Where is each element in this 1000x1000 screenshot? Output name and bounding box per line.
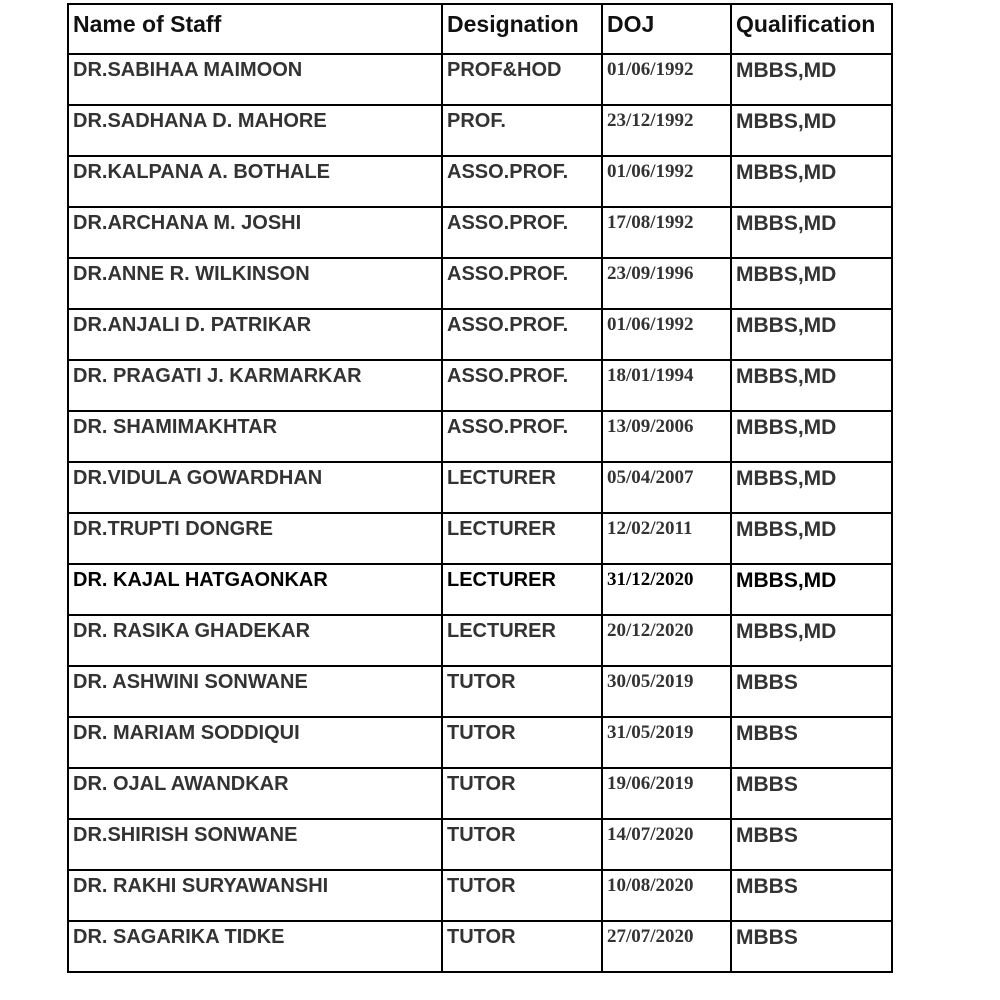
cell-name: DR.SHIRISH SONWANE [68, 819, 442, 870]
cell-designation: LECTURER [442, 462, 602, 513]
header-doj: DOJ [602, 4, 731, 54]
cell-name: DR. RASIKA GHADEKAR [68, 615, 442, 666]
cell-designation: ASSO.PROF. [442, 207, 602, 258]
table-row [68, 870, 892, 921]
cell-designation: PROF. [442, 105, 602, 156]
cell-doj: 13/09/2006 [602, 411, 731, 462]
table-row [68, 717, 892, 768]
header-name: Name of Staff [68, 4, 442, 54]
table-row [68, 411, 892, 462]
cell-designation: TUTOR [442, 819, 602, 870]
table-row [68, 819, 892, 870]
cell-name: DR.ANJALI D. PATRIKAR [68, 309, 442, 360]
cell-name: DR. MARIAM SODDIQUI [68, 717, 442, 768]
cell-doj: 31/12/2020 [602, 564, 731, 615]
cell-name: DR. SAGARIKA TIDKE [68, 921, 442, 972]
cell-qualification: MBBS,MD [731, 156, 892, 207]
cell-qualification: MBBS,MD [731, 360, 892, 411]
cell-doj: 14/07/2020 [602, 819, 731, 870]
table-row [68, 513, 892, 564]
cell-designation: ASSO.PROF. [442, 156, 602, 207]
cell-designation: PROF&HOD [442, 54, 602, 105]
cell-designation: LECTURER [442, 615, 602, 666]
cell-doj: 17/08/1992 [602, 207, 731, 258]
cell-doj: 19/06/2019 [602, 768, 731, 819]
cell-doj: 12/02/2011 [602, 513, 731, 564]
cell-qualification: MBBS [731, 921, 892, 972]
cell-doj: 01/06/1992 [602, 54, 731, 105]
cell-name: DR.TRUPTI DONGRE [68, 513, 442, 564]
cell-qualification: MBBS,MD [731, 258, 892, 309]
table-row [68, 105, 892, 156]
cell-designation: TUTOR [442, 717, 602, 768]
cell-doj: 01/06/1992 [602, 156, 731, 207]
cell-designation: ASSO.PROF. [442, 411, 602, 462]
cell-name: DR. OJAL AWANDKAR [68, 768, 442, 819]
cell-qualification: MBBS,MD [731, 615, 892, 666]
cell-qualification: MBBS,MD [731, 564, 892, 615]
cell-doj: 05/04/2007 [602, 462, 731, 513]
cell-doj: 30/05/2019 [602, 666, 731, 717]
table-row [68, 309, 892, 360]
table-row [68, 921, 892, 972]
cell-doj: 23/09/1996 [602, 258, 731, 309]
cell-qualification: MBBS [731, 819, 892, 870]
cell-doj: 31/05/2019 [602, 717, 731, 768]
cell-doj: 10/08/2020 [602, 870, 731, 921]
table-body [68, 54, 892, 972]
cell-name: DR. PRAGATI J. KARMARKAR [68, 360, 442, 411]
cell-name: DR.SADHANA D. MAHORE [68, 105, 442, 156]
cell-designation: ASSO.PROF. [442, 258, 602, 309]
table-row [68, 666, 892, 717]
cell-name: DR. ASHWINI SONWANE [68, 666, 442, 717]
table-header-row [68, 4, 892, 54]
cell-doj: 23/12/1992 [602, 105, 731, 156]
table-row [68, 768, 892, 819]
cell-designation: LECTURER [442, 564, 602, 615]
table-row [68, 462, 892, 513]
cell-name: DR. SHAMIMAKHTAR [68, 411, 442, 462]
cell-qualification: MBBS,MD [731, 309, 892, 360]
cell-name: DR.ANNE R. WILKINSON [68, 258, 442, 309]
cell-designation: ASSO.PROF. [442, 360, 602, 411]
cell-designation: TUTOR [442, 870, 602, 921]
cell-qualification: MBBS [731, 870, 892, 921]
table-row [68, 564, 892, 615]
cell-designation: TUTOR [442, 666, 602, 717]
table-row [68, 615, 892, 666]
cell-designation: LECTURER [442, 513, 602, 564]
cell-qualification: MBBS,MD [731, 105, 892, 156]
cell-doj: 01/06/1992 [602, 309, 731, 360]
header-designation: Designation [442, 4, 602, 54]
table-row [68, 207, 892, 258]
cell-name: DR. RAKHI SURYAWANSHI [68, 870, 442, 921]
header-qualification: Qualification [731, 4, 892, 54]
cell-qualification: MBBS,MD [731, 513, 892, 564]
cell-doj: 18/01/1994 [602, 360, 731, 411]
cell-name: DR.KALPANA A. BOTHALE [68, 156, 442, 207]
table-row [68, 54, 892, 105]
table-row [68, 360, 892, 411]
cell-doj: 27/07/2020 [602, 921, 731, 972]
cell-qualification: MBBS,MD [731, 462, 892, 513]
staff-table [67, 3, 893, 973]
cell-designation: TUTOR [442, 768, 602, 819]
cell-qualification: MBBS [731, 666, 892, 717]
cell-doj: 20/12/2020 [602, 615, 731, 666]
cell-name: DR. KAJAL HATGAONKAR [68, 564, 442, 615]
cell-name: DR.SABIHAA MAIMOON [68, 54, 442, 105]
table-row [68, 156, 892, 207]
cell-qualification: MBBS [731, 768, 892, 819]
cell-qualification: MBBS [731, 717, 892, 768]
cell-name: DR.VIDULA GOWARDHAN [68, 462, 442, 513]
cell-qualification: MBBS,MD [731, 54, 892, 105]
table-row [68, 258, 892, 309]
cell-designation: TUTOR [442, 921, 602, 972]
cell-designation: ASSO.PROF. [442, 309, 602, 360]
cell-name: DR.ARCHANA M. JOSHI [68, 207, 442, 258]
cell-qualification: MBBS,MD [731, 411, 892, 462]
cell-qualification: MBBS,MD [731, 207, 892, 258]
